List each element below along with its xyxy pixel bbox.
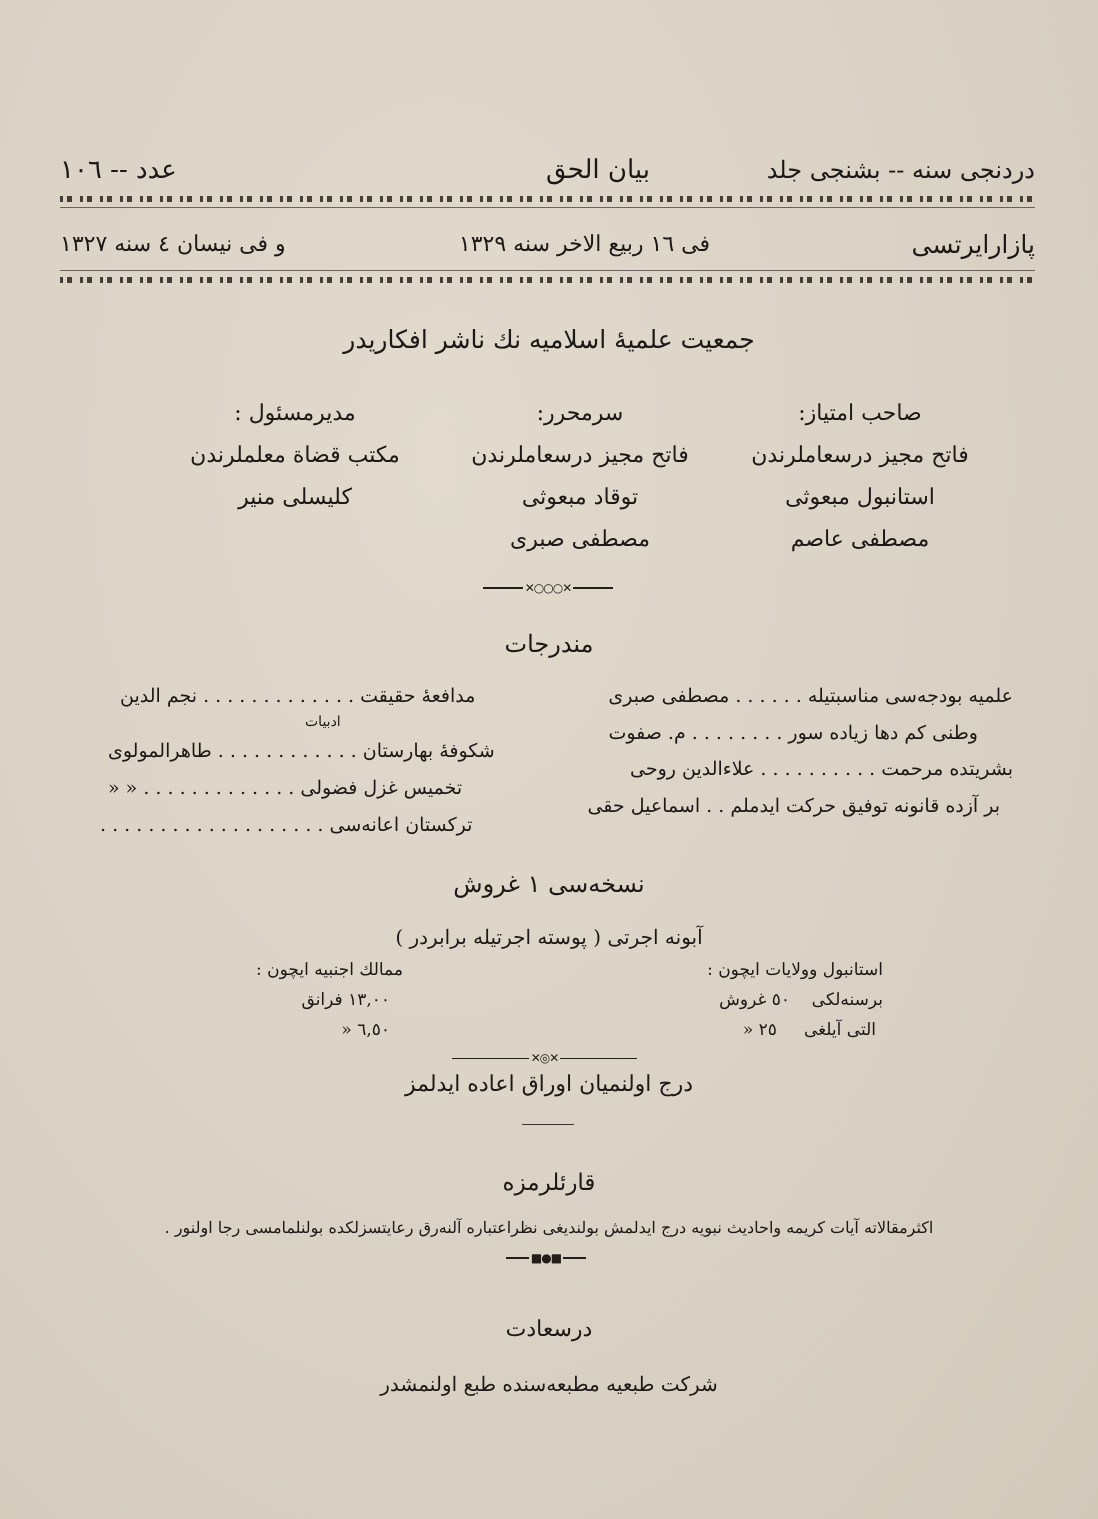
- toc-item[interactable]: مدافعهٔ حقیقت . . . . . . . . . . . . . نجم الدین: [120, 685, 476, 707]
- toc-author: « «: [108, 777, 138, 799]
- subscription-heading: آبونه اجرتی ( پوسته اجرتیله برابردر ): [395, 925, 703, 949]
- hijri-date: فی ١٦ ربیع الاخر سنه ١٣٢٩: [458, 231, 710, 257]
- toc-item[interactable]: علمیه بودجه‌سی مناسبتیله . . . . . . مصطفی صبری: [608, 685, 1013, 707]
- divider: [60, 270, 1035, 271]
- toc-title: بر آزده قانونه توفیق حرکت ایدملم: [730, 795, 1000, 817]
- ornament-divider: ■●■: [506, 1252, 586, 1264]
- staff-role: سرمحرر:: [536, 401, 624, 426]
- date-row: [60, 222, 1035, 266]
- staff-name: مصطفی صبری: [509, 527, 651, 552]
- imprint-printer: شرکت طبعیه مطبعه‌سنده طبع اولنمشدر: [380, 1372, 718, 1396]
- ornament-divider: ✕○○○✕: [483, 582, 613, 594]
- staff-line: توقاد مبعوثی: [521, 485, 639, 510]
- staff-owner: [745, 393, 975, 561]
- staff-name: مصطفی عاصم: [790, 527, 930, 552]
- masthead-row: [60, 150, 1035, 190]
- staff-line: فاتح مجیز درسعاملرندن: [751, 443, 969, 468]
- toc-item[interactable]: بر آزده قانونه توفیق حرکت ایدملم . . اسماعیل حقی: [587, 795, 1000, 817]
- short-divider: [522, 1124, 574, 1125]
- imprint-city: درسعادت: [505, 1317, 593, 1342]
- toc-title: علمیه بودجه‌سی مناسبتیله: [807, 685, 1013, 707]
- staff-line: فاتح مجیز درسعاملرندن: [471, 443, 689, 468]
- domestic-row: [743, 1020, 876, 1040]
- toc-title: مدافعهٔ حقیقت: [360, 685, 476, 707]
- issue-number: عدد -- ١٠٦: [60, 155, 177, 185]
- staff-role: مدیرمسئول :: [234, 401, 356, 426]
- staff-managing-director: [180, 393, 410, 519]
- toc-item[interactable]: شکوفهٔ بهارستان . . . . . . . . . . . . طاهرالمولوی: [108, 740, 495, 762]
- staff-role: صاحب امتیاز:: [798, 401, 922, 426]
- amount: ٢٥ «: [742, 1020, 777, 1040]
- rumi-date: و فی نیسان ٤ سنه ١٣٢٧: [60, 231, 286, 257]
- toc-author: طاهرالمولوی: [108, 740, 212, 762]
- subtitle: جمعیت علمیهٔ اسلامیه نك ناشر افکاریدر: [343, 325, 755, 354]
- toc-title: شکوفهٔ بهارستان: [362, 740, 495, 762]
- period: برسنه‌لکی: [811, 990, 883, 1010]
- toc-item[interactable]: بشریتده مرحمت . . . . . . . . . . علاءالدین روحی: [630, 758, 1013, 780]
- toc-title: وطنی کم دها زیاده سور: [788, 722, 978, 744]
- toc-item[interactable]: تخمیس غزل فضولی . . . . . . . . . . . . . « «: [108, 777, 463, 799]
- toc-item[interactable]: وطنی کم دها زیاده سور . . . . . . . . م. صفوت: [608, 722, 978, 744]
- single-copy-price: نسخه‌سی ١ غروش: [453, 870, 645, 898]
- amount: ٥٠ غروش: [719, 990, 791, 1010]
- foreign-row: ١٣,٠٠ فرانق: [301, 990, 390, 1010]
- readers-notice: اکثرمقالاته آیات کریمه واحادیث نبویه درج ایدلمش بولندیغی نظراعتباره آلنه‌رق رعایتسزلکده بولنلمامسی رجا اولنور .: [164, 1218, 934, 1237]
- staff-name: کلیسلی منیر: [238, 485, 352, 510]
- toc-title: ترکستان اعانه‌سی: [329, 814, 473, 836]
- toc-author: علاءالدین روحی: [630, 758, 755, 780]
- journal-title: بیان الحق: [546, 155, 650, 185]
- weekday: پازارایرتسی: [911, 229, 1035, 259]
- toc-author: نجم الدین: [120, 685, 198, 707]
- foreign-label: ممالك اجنبیه ایچون :: [256, 960, 403, 980]
- toc-author: مصطفی صبری: [608, 685, 730, 707]
- toc-author: م. صفوت: [608, 722, 686, 744]
- ornamental-rule: [60, 277, 1035, 283]
- domestic-row: [719, 990, 883, 1010]
- staff-editor-in-chief: [465, 393, 695, 561]
- literature-label: ادبیات: [305, 714, 341, 730]
- readers-heading: قارئلرمزه: [502, 1170, 596, 1196]
- contents-heading: مندرجات: [504, 630, 594, 658]
- toc-author: اسماعیل حقی: [587, 795, 701, 817]
- foreign-row: ٦,٥٠ «: [341, 1020, 390, 1040]
- divider: [60, 207, 1035, 208]
- staff-line: مکتب قضاة معلملرندن: [190, 443, 400, 468]
- ornament-divider: ✕◎✕: [452, 1052, 637, 1064]
- staff-line: استانبول مبعوثی: [785, 485, 935, 510]
- ornamental-rule: [60, 196, 1035, 202]
- year-volume: دردنجی سنه -- بشنجی جلد: [766, 156, 1035, 184]
- toc-item[interactable]: ترکستان اعانه‌سی . . . . . . . . . . . . . . . . . . .: [100, 814, 473, 836]
- toc-title: تخمیس غزل فضولی: [300, 777, 463, 799]
- domestic-label: استانبول وولایات ایچون :: [707, 960, 883, 980]
- period: التی آیلغی: [803, 1020, 876, 1040]
- toc-title: بشریتده مرحمت: [881, 758, 1013, 780]
- return-notice: درج اولنمیان اوراق اعاده ایدلمز: [404, 1072, 694, 1097]
